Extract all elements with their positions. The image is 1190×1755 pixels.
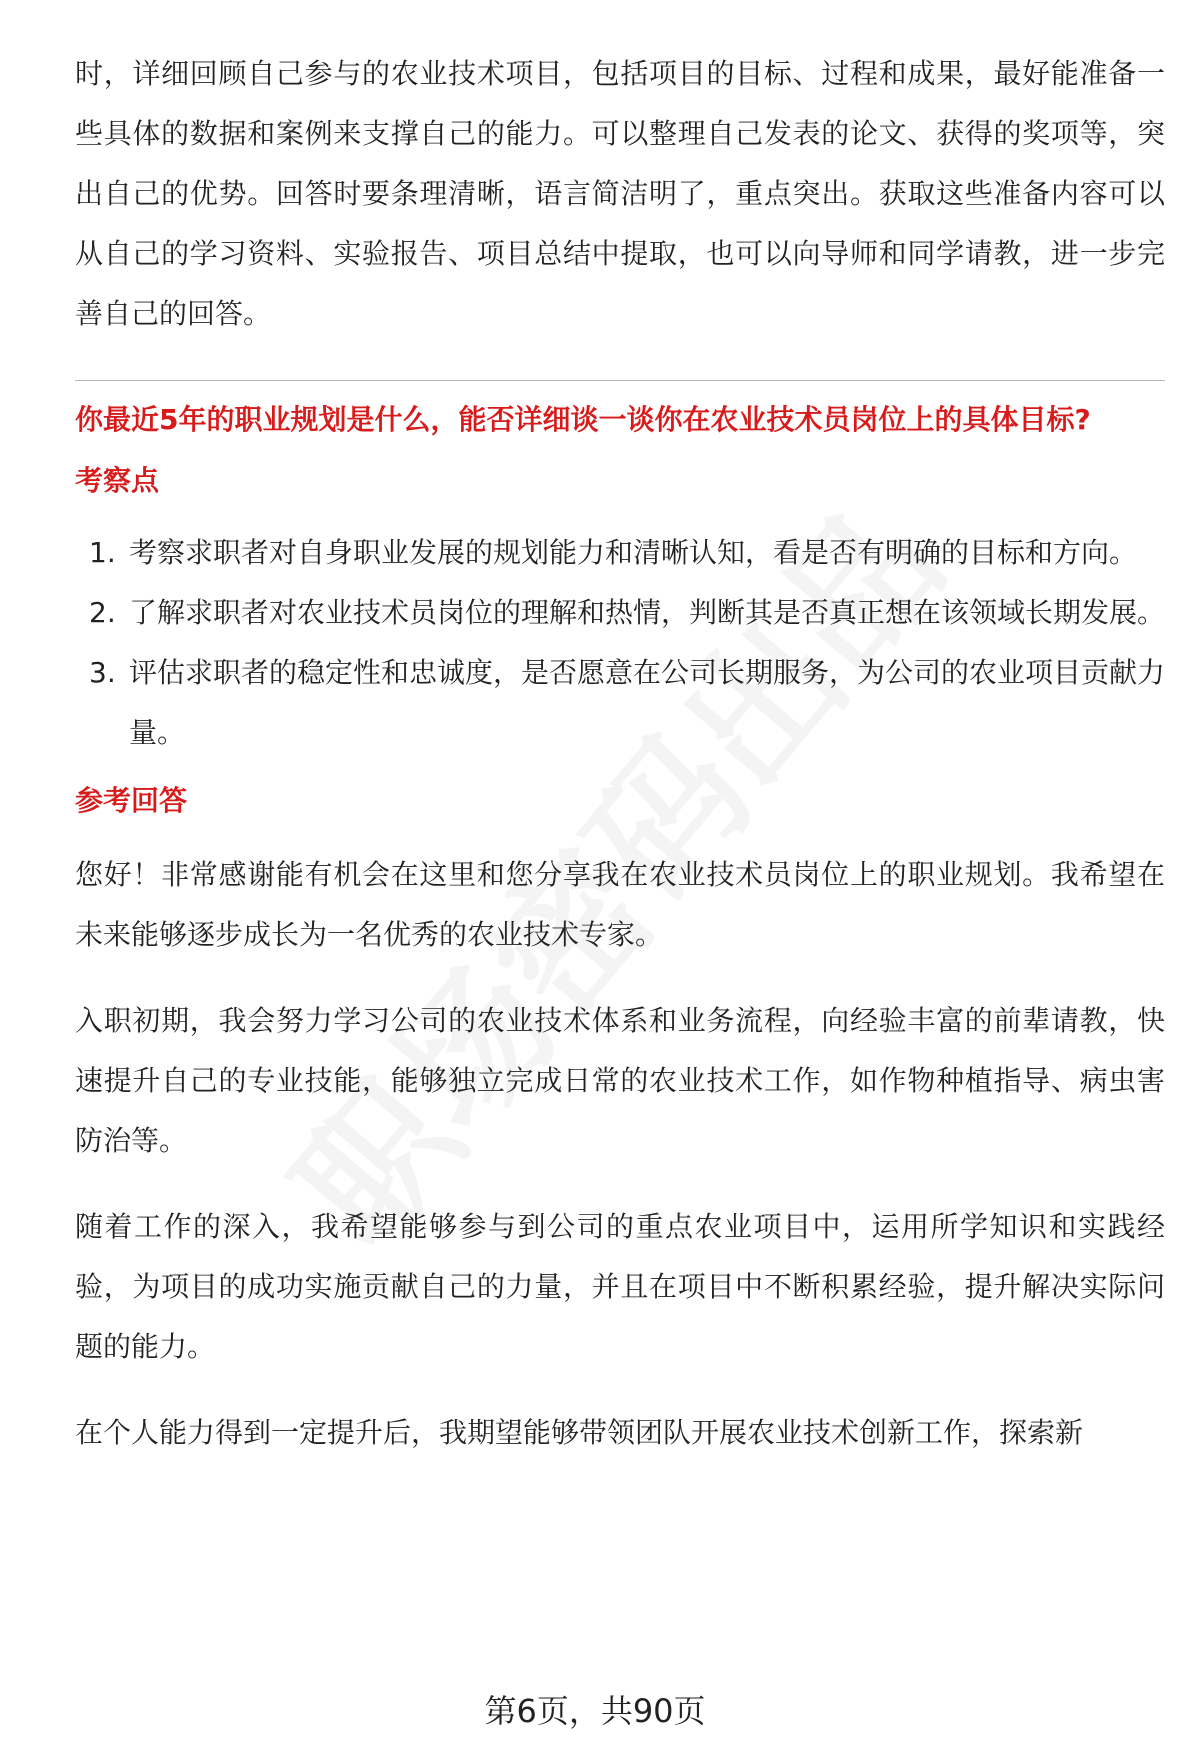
answer-paragraph: 随着工作的深入，我希望能够参与到公司的重点农业项目中，运用所学知识和实践经验，为项目的成功实施贡献自己的力量，并且在项目中不断积累经验，提升解决实际问题的能力。 — [75, 1210, 1165, 1363]
answer-paragraph: 您好！非常感谢能有机会在这里和您分享我在农业技术员岗位上的职业规划。我希望在未来能够逐步成长为一名优秀的农业技术专家。 — [75, 858, 1165, 951]
points-heading: 考察点 — [75, 464, 160, 497]
answer-paragraph: 在个人能力得到一定提升后，我期望能够带领团队开展农业技术创新工作，探索新 — [75, 1416, 1084, 1449]
answer-paragraph: 入职初期，我会努力学习公司的农业技术体系和业务流程，向经验丰富的前辈请教，快速提升自己的专业技能，能够独立完成日常的农业技术工作，如作物种植指导、病虫害防治等。 — [75, 1004, 1165, 1157]
list-item — [75, 643, 1165, 763]
document-body — [75, 44, 1165, 1463]
section-divider — [75, 380, 1165, 381]
list-item-text: 评估求职者的稳定性和忠诚度，是否愿意在公司长期服务，为公司的农业项目贡献力量。 — [129, 656, 1166, 749]
list-item-number: 3. — [89, 656, 116, 689]
list-item-number: 1. — [89, 536, 116, 569]
list-item-text: 考察求职者对自身职业发展的规划能力和清晰认知，看是否有明确的目标和方向。 — [129, 536, 1138, 569]
question-title: 你最近5年的职业规划是什么，能否详细谈一谈你在农业技术员岗位上的具体目标? — [75, 403, 1091, 436]
points-list — [75, 523, 1165, 763]
answer-body — [75, 845, 1165, 1463]
list-item-text: 了解求职者对农业技术员岗位的理解和热情，判断其是否真正想在该领域长期发展。 — [129, 596, 1166, 629]
intro-paragraph: 时，详细回顾自己参与的农业技术项目，包括项目的目标、过程和成果，最好能准备一些具体的数据和案例来支撑自己的能力。可以整理自己发表的论文、获得的奖项等，突出自己的优势。回答时要条理清晰，语言简洁明了，重点突出。获取这些准备内容可以从自己的学习资料、实验报告、项目总结中提取，也可以向导师和同学请教，进一步完善自己的回答。 — [75, 57, 1165, 330]
answer-heading: 参考回答 — [75, 784, 188, 817]
page-number-footer: 第6页，共90页 — [484, 1692, 706, 1730]
list-item — [75, 583, 1165, 643]
list-item-number: 2. — [89, 596, 116, 629]
list-item — [75, 523, 1165, 583]
